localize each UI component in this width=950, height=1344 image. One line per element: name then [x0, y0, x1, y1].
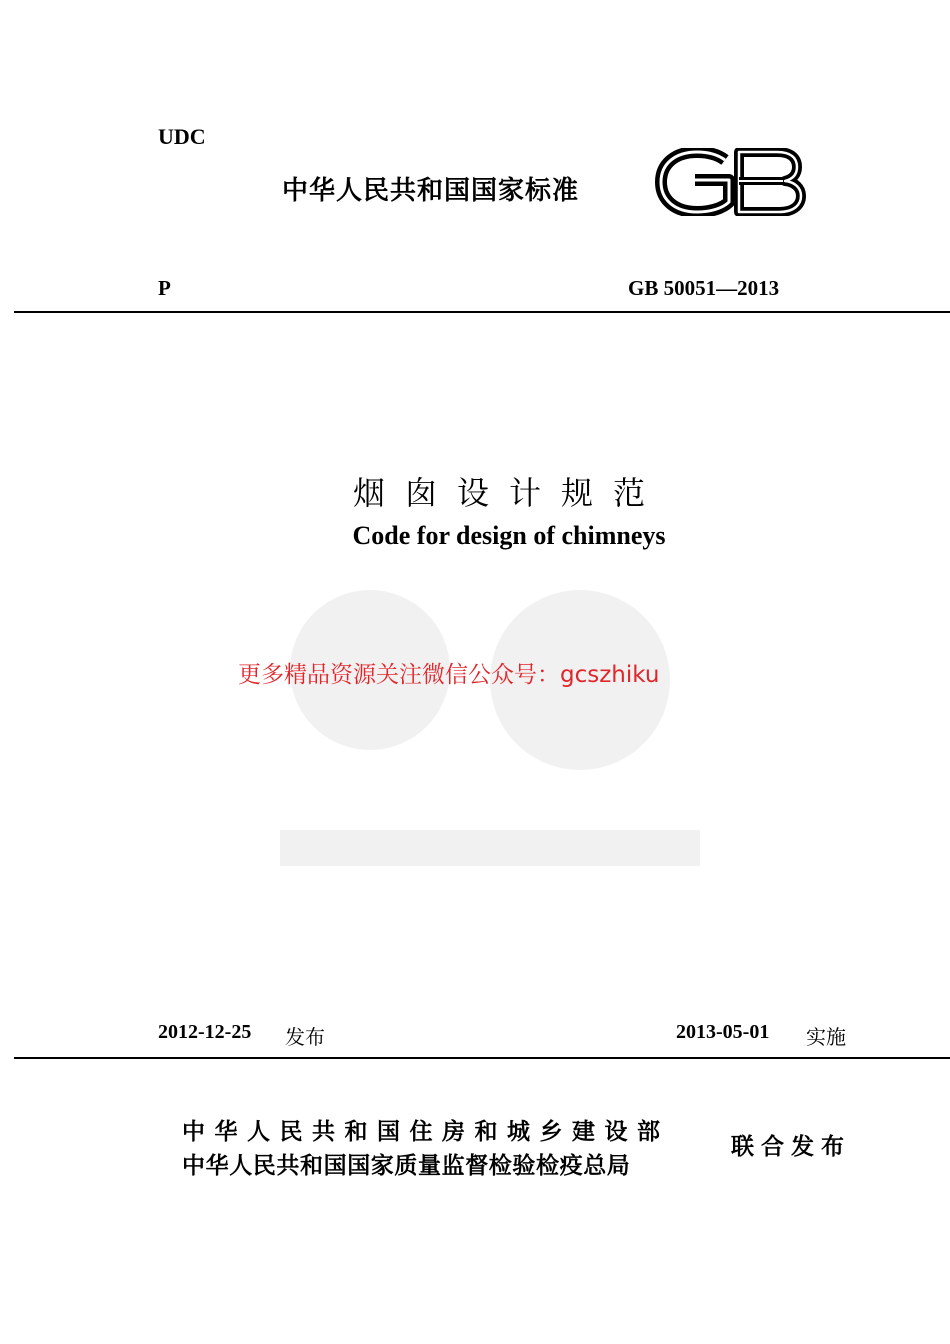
issue-date: 2012-12-25 [158, 1021, 252, 1043]
national-standard-heading: 中华人民共和国国家标准 [282, 176, 580, 206]
joint-issue-label: 联合发布 [731, 1134, 851, 1160]
udc-label: UDC [158, 124, 206, 149]
gb-logo [655, 148, 807, 216]
title-chinese: 烟囱设计规范 [352, 474, 665, 512]
issuer-aqsiq: 中华人民共和国国家质量监督检验检疫总局 [182, 1153, 631, 1179]
bottom-divider [14, 1057, 950, 1059]
issuer-ministry: 中华人民共和国住房和城乡建设部 [182, 1119, 670, 1145]
watermark-logo [280, 560, 700, 880]
implementation-date: 2013-05-01 [676, 1021, 770, 1043]
standard-number: GB 50051—2013 [628, 276, 780, 300]
promo-text: 更多精品资源关注微信公众号：gcszhiku [238, 662, 660, 688]
issue-label: 发布 [285, 1025, 325, 1049]
title-english: Code for design of chimneys [352, 521, 666, 550]
classification-code: P [158, 276, 171, 300]
implementation-label: 实施 [806, 1025, 846, 1049]
top-divider [14, 311, 950, 313]
